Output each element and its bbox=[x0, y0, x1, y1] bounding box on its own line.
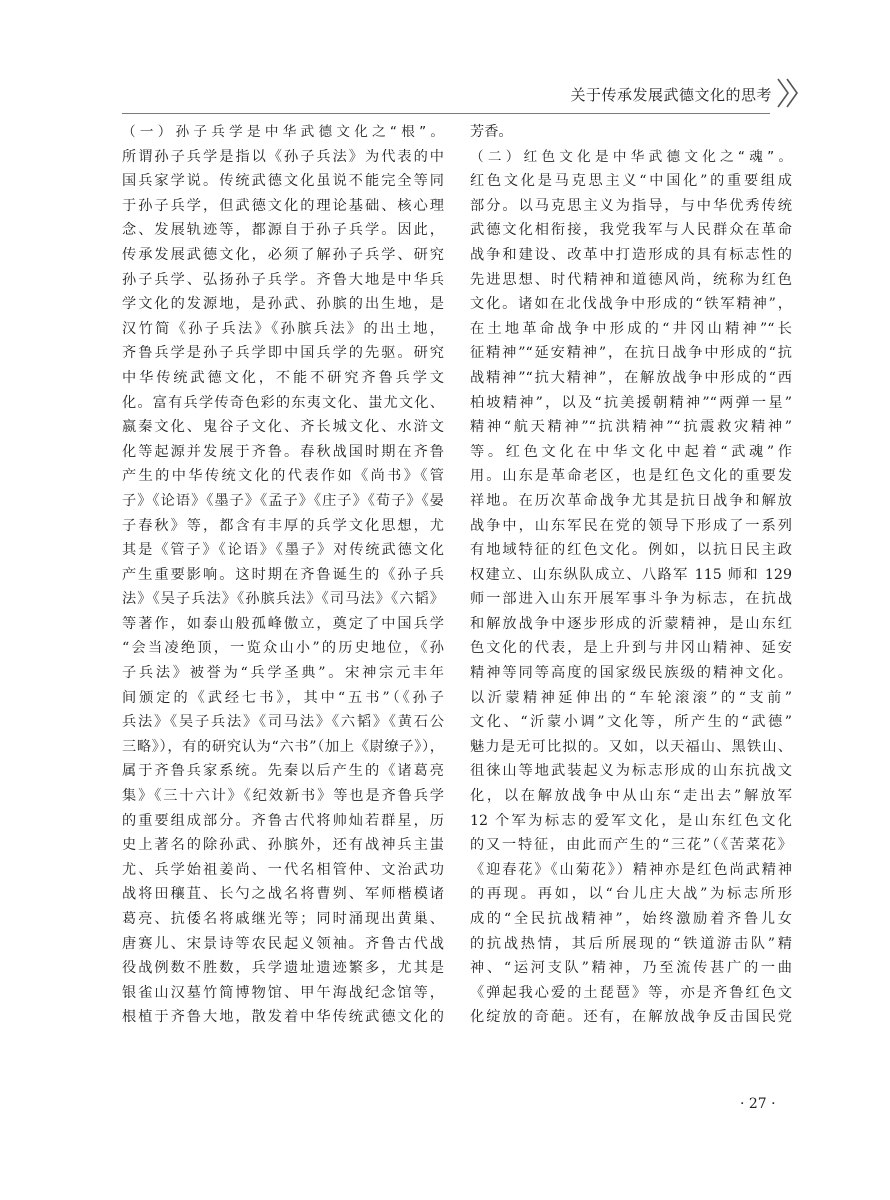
left-column-line: 子春秋》等，都含有丰厚的兵学文化思想，尤 bbox=[122, 517, 444, 534]
right-column-line: 化绽放的奇葩。还有，在解放战争反击国民党 bbox=[470, 1009, 792, 1026]
right-column-line: 《迎春花》《山菊花》）精神亦是红色尚武精神 bbox=[470, 861, 792, 878]
left-column-line: 兵法》《吴子兵法》《司马法》《六韬》《黄石公 bbox=[122, 714, 444, 731]
right-column-line: 在土地革命战争中形成的“井冈山精神”“长 bbox=[470, 320, 792, 337]
left-column-line: 葛亮、抗倭名将戚继光等；同时涌现出黄巢、 bbox=[122, 911, 444, 927]
right-column-line: 战精神”“抗大精神”，在解放战争中形成的“西 bbox=[470, 369, 792, 386]
right-column-line: 红色文化是马克思主义“中国化”的重要组成 bbox=[470, 173, 792, 190]
left-column-line: 史上著名的除孙武、孙膑外，还有战神兵主蚩 bbox=[122, 837, 444, 854]
right-column-line: 武德文化相衔接，我党我军与人民群众在革命 bbox=[470, 222, 792, 239]
right-column-line: 战争中，山东军民在党的领导下形成了一系列 bbox=[470, 517, 792, 534]
running-title: 关于传承发展武德文化的思考 bbox=[570, 86, 772, 104]
right-column-line: 征精神”“延安精神”，在抗日战争中形成的“抗 bbox=[470, 345, 792, 362]
left-column-line: 集》《三十六计》《纪效新书》等也是齐鲁兵学 bbox=[122, 788, 444, 805]
right-column-line: 徂徕山等地武装起义为标志形成的山东抗战文 bbox=[470, 763, 792, 780]
left-column-line: 化。富有兵学传奇色彩的东夷文化、蚩尤文化、 bbox=[122, 394, 444, 411]
page-number: · 27 · bbox=[740, 1096, 776, 1112]
right-column-line: 色文化的代表，是上升到与井冈山精神、延安 bbox=[470, 640, 792, 657]
right-column-line: 魅力是无可比拟的。又如，以天福山、黑铁山、 bbox=[470, 738, 792, 755]
left-column-line: 银雀山汉墓竹简博物馆、甲午海战纪念馆等， bbox=[122, 984, 444, 1001]
left-column-line: 产生的中华传统文化的代表作如《尚书》《管 bbox=[122, 468, 444, 485]
right-column-line: 精神“航天精神”“抗洪精神”“抗震救灾精神” bbox=[470, 419, 792, 436]
left-column-line: 战将田穰苴、长勺之战名将曹刿、军师楷模诸 bbox=[122, 886, 444, 903]
right-column-line: 的再现。再如，以“台儿庄大战”为标志所形 bbox=[470, 886, 792, 903]
left-column-line: 中华传统武德文化，不能不研究齐鲁兵学文 bbox=[122, 369, 444, 386]
left-column-line: 嬴秦文化、鬼谷子文化、齐长城文化、水浒文 bbox=[122, 419, 444, 436]
right-column-line: 部分。以马克思主义为指导，与中华优秀传统 bbox=[470, 197, 792, 214]
right-column-line: 文化。诸如在北伐战争中形成的“铁军精神”， bbox=[470, 296, 792, 313]
right-column-line: 等。红色文化在中华文化中起着“武魂”作 bbox=[470, 443, 792, 460]
left-text-column bbox=[122, 120, 444, 1030]
left-column-line: 役战例数不胜数，兵学遗址遗迹繁多，尤其是 bbox=[122, 960, 444, 977]
right-column-line: 有地域特征的红色文化。例如，以抗日民主政 bbox=[470, 542, 792, 559]
right-column-line: 成的“全民抗战精神”，始终激励着齐鲁儿女 bbox=[470, 911, 792, 927]
right-column-line: 文化、“沂蒙小调”文化等，所产生的“武德” bbox=[470, 714, 792, 731]
left-column-line: 子》《论语》《墨子》《孟子》《庄子》《荀子》《晏 bbox=[122, 492, 444, 509]
left-column-line: 子兵法》被誉为“兵学圣典”。宋神宗元丰年 bbox=[122, 665, 444, 682]
right-column-line: 精神等同等高度的国家级民族级的精神文化。 bbox=[470, 665, 792, 682]
left-column-line: 国兵家学说。传统武德文化虽说不能完全等同 bbox=[122, 173, 444, 190]
right-column-line: 师一部进入山东开展军事斗争为标志，在抗战 bbox=[470, 591, 792, 608]
left-column-line: 传承发展武德文化，必须了解孙子兵学、研究 bbox=[122, 246, 444, 263]
left-column-line: 产生重要影响。这时期在齐鲁诞生的《孙子兵 bbox=[122, 566, 444, 583]
right-column-line: 用。山东是革命老区，也是红色文化的重要发 bbox=[470, 468, 792, 485]
left-column-line: 唐赛儿、宋景诗等农民起义领袖。齐鲁古代战 bbox=[122, 935, 444, 952]
right-column-line: 神、“运河支队”精神，乃至流传甚广的一曲 bbox=[470, 960, 792, 977]
right-column-line: 的抗战热情，其后所展现的“铁道游击队”精 bbox=[470, 935, 792, 952]
right-column-line: 先进思想、时代精神和道德风尚，统称为红色 bbox=[470, 271, 792, 288]
left-column-line: 三略》），有的研究认为“六书”（加上《尉缭子》）， bbox=[122, 738, 444, 755]
left-column-line: 间颁定的《武经七书》，其中“五书”（《孙子 bbox=[122, 689, 444, 706]
left-column-line: “会当凌绝顶，一览众山小”的历史地位，《孙 bbox=[122, 640, 444, 657]
right-column-line: （二）红色文化是中华武德文化之“魂”。 bbox=[470, 148, 792, 165]
left-column-line: 孙子兵学、弘扬孙子兵学。齐鲁大地是中华兵 bbox=[122, 271, 444, 288]
right-column-line: 12 个军为标志的爱军文化，是山东红色文化 bbox=[470, 812, 792, 829]
left-column-line: 齐鲁兵学是孙子兵学即中国兵学的先驱。研究 bbox=[122, 345, 444, 362]
right-text-column bbox=[470, 120, 792, 1030]
left-column-line: 法》《吴子兵法》《孙膑兵法》《司马法》《六韬》 bbox=[122, 591, 444, 608]
left-column-line: （一）孙子兵学是中华武德文化之“根”。 bbox=[122, 124, 444, 140]
right-column-line: 的又一特征，由此而产生的“三花”（《苦菜花》 bbox=[470, 837, 792, 854]
right-column-line: 化，以在解放战争中从山东“走出去”解放军 bbox=[470, 788, 792, 805]
right-column-line: 和解放战争中逐步形成的沂蒙精神，是山东红 bbox=[470, 615, 792, 632]
header-rule bbox=[122, 113, 770, 114]
right-column-line: 战争和建设、改革中打造形成的具有标志性的 bbox=[470, 246, 792, 263]
left-column-line: 其是《管子》《论语》《墨子》对传统武德文化 bbox=[122, 542, 444, 559]
right-column-line: 权建立、山东纵队成立、八路军 115 师和 129 bbox=[470, 566, 792, 583]
right-column-line: 《弹起我心爱的土琵琶》等，亦是齐鲁红色文 bbox=[470, 984, 792, 1001]
left-column-line: 化等起源并发展于齐鲁。春秋战国时期在齐鲁 bbox=[122, 443, 444, 460]
left-column-line: 所谓孙子兵学是指以《孙子兵法》为代表的中 bbox=[122, 148, 444, 165]
left-column-line: 于孙子兵学，但武德文化的理论基础、核心理 bbox=[122, 197, 444, 214]
right-column-line: 以沂蒙精神延伸出的“车轮滚滚”的“支前” bbox=[470, 689, 792, 706]
double-chevron-right-icon bbox=[774, 76, 804, 110]
left-column-line: 尤、兵学始祖姜尚、一代名相管仲、文治武功 bbox=[122, 861, 444, 878]
right-column-line: 芳香。 bbox=[470, 124, 513, 140]
left-column-line: 学文化的发源地，是孙武、孙膑的出生地，是 bbox=[122, 296, 444, 313]
right-column-line: 柏坡精神”，以及“抗美援朝精神”“两弹一星” bbox=[470, 394, 792, 411]
left-column-line: 属于齐鲁兵家系统。先秦以后产生的《诸葛亮 bbox=[122, 763, 444, 780]
left-column-line: 等著作，如泰山般孤峰傲立，奠定了中国兵学 bbox=[122, 615, 444, 632]
left-column-line: 汉竹简《孙子兵法》《孙膑兵法》的出土地， bbox=[122, 320, 444, 337]
left-column-line: 念、发展轨迹等，都源自于孙子兵学。因此， bbox=[122, 222, 444, 239]
left-column-line: 根植于齐鲁大地，散发着中华传统武德文化的 bbox=[122, 1009, 444, 1026]
right-column-line: 祥地。在历次革命战争尤其是抗日战争和解放 bbox=[470, 492, 792, 509]
left-column-line: 的重要组成部分。齐鲁古代将帅灿若群星，历 bbox=[122, 812, 444, 829]
